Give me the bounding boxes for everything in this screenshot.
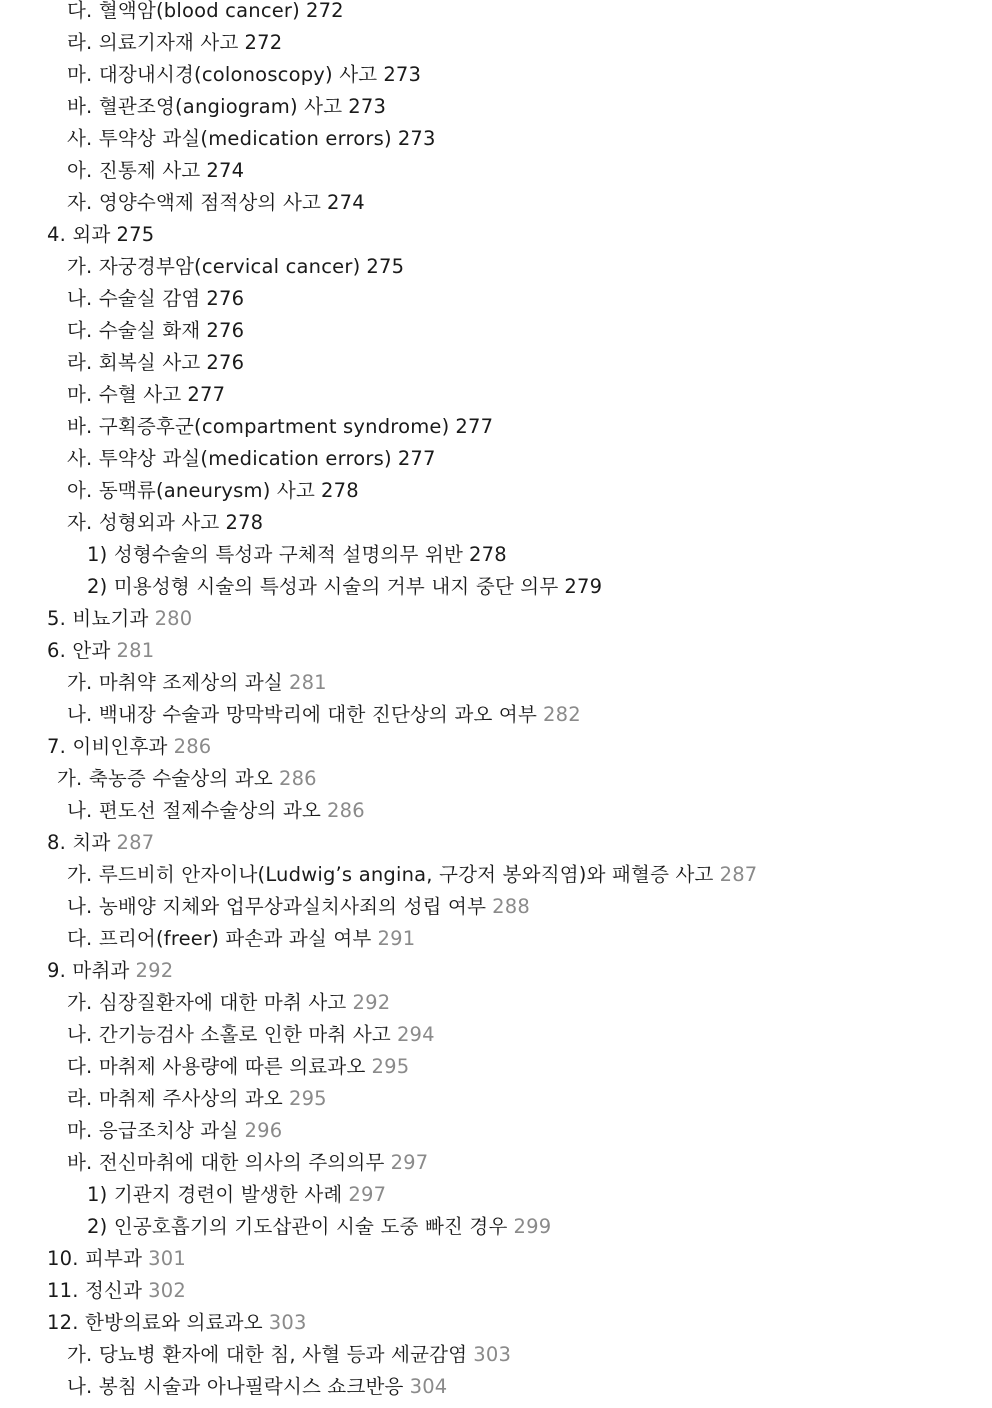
- toc-entry-title: 자. 성형외과 사고: [67, 511, 220, 534]
- toc-entry: [87, 1184, 386, 1216]
- toc-entry: [67, 1344, 511, 1376]
- toc-entry-page-number: 292: [135, 959, 174, 982]
- toc-entry-title: 다. 프리어(freer) 파손과 과실 여부: [67, 927, 372, 950]
- toc-entry: [67, 416, 493, 448]
- toc-entry-page-number: 303: [473, 1343, 512, 1366]
- toc-entry-page-number: 275: [366, 255, 405, 278]
- toc-entry: [67, 704, 581, 736]
- toc-entry-page-number: 295: [371, 1055, 410, 1078]
- toc-entry: [67, 128, 436, 160]
- toc-entry-page-number: 277: [187, 383, 226, 406]
- toc-entry-title: 라. 마취제 주사상의 과오: [67, 1087, 283, 1110]
- toc-entry: [87, 1216, 551, 1248]
- toc-entry: [67, 1120, 282, 1152]
- toc-entry-title: 2) 인공호흡기의 기도삽관이 시술 도중 빠진 경우: [87, 1215, 508, 1238]
- toc-entry-title: 가. 마취약 조제상의 과실: [67, 671, 283, 694]
- toc-entry-title: 가. 축농증 수술상의 과오: [57, 767, 273, 790]
- toc-entry: [67, 480, 359, 512]
- toc-entry-page-number: 299: [513, 1215, 552, 1238]
- toc-entry-page-number: 277: [397, 447, 436, 470]
- toc-entry-title: 다. 수술실 화재: [67, 319, 201, 342]
- toc-entry-title: 사. 투약상 과실(medication errors): [67, 127, 392, 150]
- toc-entry: [67, 1056, 409, 1088]
- toc-entry: [67, 448, 436, 480]
- toc-entry-page-number: 273: [383, 63, 422, 86]
- toc-entry: [47, 1248, 186, 1280]
- toc-entry-title: 6. 안과: [47, 639, 111, 662]
- toc-entry-page-number: 280: [154, 607, 193, 630]
- toc-entry-title: 마. 응급조치상 과실: [67, 1119, 239, 1142]
- toc-entry: [67, 352, 244, 384]
- toc-entry-page-number: 286: [278, 767, 317, 790]
- toc-entry: [47, 1312, 307, 1344]
- toc-entry-title: 마. 수혈 사고: [67, 383, 182, 406]
- toc-entry-title: 나. 간기능검사 소홀로 인한 마취 사고: [67, 1023, 391, 1046]
- toc-entry: [67, 0, 344, 32]
- toc-entry-title: 7. 이비인후과: [47, 735, 168, 758]
- toc-entry-title: 라. 회복실 사고: [67, 351, 201, 374]
- toc-entry: [67, 256, 404, 288]
- toc-entry-page-number: 295: [288, 1087, 327, 1110]
- toc-entry-page-number: 278: [225, 511, 264, 534]
- toc-entry: [67, 992, 390, 1024]
- toc-entry-title: 나. 백내장 수술과 망막박리에 대한 진단상의 과오 여부: [67, 703, 538, 726]
- toc-entry: [47, 1280, 186, 1312]
- toc-entry-title: 바. 혈관조영(angiogram) 사고: [67, 95, 343, 118]
- toc-entry-page-number: 282: [543, 703, 581, 726]
- toc-entry: [67, 1088, 327, 1120]
- toc-entry: [67, 160, 244, 192]
- toc-entry-page-number: 301: [148, 1247, 186, 1270]
- toc-entry-page-number: 274: [327, 191, 365, 214]
- toc-entry-title: 11. 정신과: [47, 1279, 143, 1302]
- toc-entry: [47, 832, 154, 864]
- toc-entry-page-number: 302: [148, 1279, 186, 1302]
- toc-entry: [47, 736, 211, 768]
- toc-entry-title: 가. 심장질환자에 대한 마취 사고: [67, 991, 347, 1014]
- toc-entry-title: 다. 마취제 사용량에 따른 의료과오: [67, 1055, 366, 1078]
- toc-entry-title: 바. 구획증후군(compartment syndrome): [67, 415, 450, 438]
- toc-entry-title: 나. 봉침 시술과 아나필락시스 쇼크반응: [67, 1375, 404, 1398]
- toc-entry-page-number: 273: [348, 95, 387, 118]
- toc-entry: [67, 32, 282, 64]
- toc-entry-page-number: 275: [116, 223, 155, 246]
- toc-entry-page-number: 279: [564, 575, 603, 598]
- toc-entry-title: 나. 수술실 감염: [67, 287, 201, 310]
- toc-entry-title: 가. 루드비히 안자이나(Ludwig’s angina, 구강저 봉와직염)와 패혈증 사고: [67, 863, 714, 886]
- toc-entry-page-number: 287: [116, 831, 155, 854]
- toc-entry-title: 마. 대장내시경(colonoscopy) 사고: [67, 63, 378, 86]
- toc-entry-page-number: 292: [352, 991, 391, 1014]
- toc-entry-title: 나. 농배양 지체와 업무상과실치사죄의 성립 여부: [67, 895, 487, 918]
- toc-entry-title: 아. 동맥류(aneurysm) 사고: [67, 479, 316, 502]
- toc-entry: [47, 640, 154, 672]
- toc-entry-title: 2) 미용성형 시술의 특성과 시술의 거부 내지 중단 의무: [87, 575, 559, 598]
- toc-entry-title: 자. 영양수액제 점적상의 사고: [67, 191, 322, 214]
- toc-entry: [67, 672, 327, 704]
- toc-entry-title: 가. 당뇨병 환자에 대한 침, 사혈 등과 세균감염: [67, 1343, 468, 1366]
- toc-entry: [67, 320, 244, 352]
- toc-entry-page-number: 281: [116, 639, 155, 662]
- toc-entry-title: 1) 기관지 경련이 발생한 사례: [87, 1183, 343, 1206]
- toc-entry-title: 4. 외과: [47, 223, 111, 246]
- toc-entry: [67, 512, 263, 544]
- toc-entry-title: 5. 비뇨기과: [47, 607, 149, 630]
- toc-entry: [67, 96, 386, 128]
- toc-entry-page-number: 272: [305, 0, 344, 22]
- toc-entry-title: 라. 의료기자재 사고: [67, 31, 239, 54]
- toc-entry: [67, 928, 415, 960]
- toc-entry-page-number: 297: [390, 1151, 429, 1174]
- toc-entry: [87, 576, 602, 608]
- toc-entry-page-number: 286: [327, 799, 365, 822]
- toc-entry: [47, 224, 154, 256]
- toc-entry-page-number: 291: [377, 927, 416, 950]
- toc-entry: [67, 1024, 435, 1056]
- toc-entry-title: 1) 성형수술의 특성과 구체적 설명의무 위반: [87, 543, 464, 566]
- toc-entry: [67, 288, 244, 320]
- toc-entry-page-number: 286: [173, 735, 212, 758]
- toc-entry-page-number: 274: [206, 159, 245, 182]
- toc-entry-page-number: 277: [455, 415, 494, 438]
- toc-entry-page-number: 281: [288, 671, 327, 694]
- toc-entry: [67, 384, 225, 416]
- toc-entry-title: 아. 진통제 사고: [67, 159, 201, 182]
- toc-entry-page-number: 278: [321, 479, 359, 502]
- toc-entry: [67, 1376, 447, 1408]
- toc-entry-page-number: 304: [409, 1375, 448, 1398]
- toc-entry-title: 바. 전신마취에 대한 의사의 주의의무: [67, 1151, 385, 1174]
- toc-entry-title: 12. 한방의료와 의료과오: [47, 1311, 263, 1334]
- toc-entry-page-number: 276: [206, 319, 245, 342]
- toc-entry-title: 가. 자궁경부암(cervical cancer): [67, 255, 361, 278]
- toc-entry: [67, 192, 365, 224]
- toc-entry: [67, 64, 421, 96]
- toc-entry-page-number: 294: [396, 1023, 435, 1046]
- toc-entry: [87, 544, 507, 576]
- toc-entry: [67, 864, 757, 896]
- toc-entry-title: 나. 편도선 절제수술상의 과오: [67, 799, 322, 822]
- toc-entry: [67, 1152, 428, 1184]
- toc-entry-title: 사. 투약상 과실(medication errors): [67, 447, 392, 470]
- toc-entry-page-number: 288: [492, 895, 530, 918]
- toc-entry-title: 다. 혈액암(blood cancer): [67, 0, 300, 22]
- toc-entry: [67, 896, 530, 928]
- toc-entry-title: 10. 피부과: [47, 1247, 143, 1270]
- toc-entry: [47, 608, 192, 640]
- toc-entry-page-number: 278: [469, 543, 507, 566]
- toc-entry-page-number: 296: [244, 1119, 283, 1142]
- toc-entry-title: 8. 치과: [47, 831, 111, 854]
- toc-entry: [47, 960, 173, 992]
- toc-entry-page-number: 276: [206, 287, 245, 310]
- toc-entry: [67, 800, 365, 832]
- toc-entry-page-number: 272: [244, 31, 283, 54]
- toc-entry: [57, 768, 317, 800]
- toc-entry-page-number: 287: [719, 863, 758, 886]
- toc-entry-page-number: 303: [268, 1311, 307, 1334]
- toc-entry-page-number: 273: [397, 127, 436, 150]
- toc-entry-title: 9. 마취과: [47, 959, 130, 982]
- toc-entry-page-number: 276: [206, 351, 245, 374]
- toc-entry-page-number: 297: [348, 1183, 387, 1206]
